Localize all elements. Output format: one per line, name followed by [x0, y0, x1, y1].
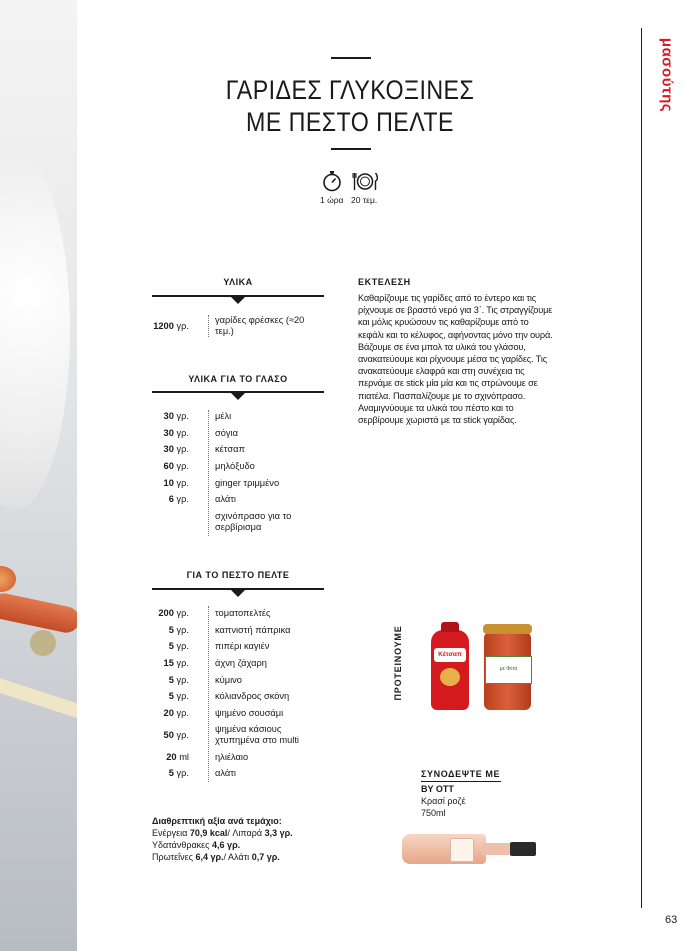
- jar-product-image: [483, 624, 532, 710]
- dotted-divider: [208, 606, 209, 782]
- skewer-image: [0, 673, 77, 720]
- ingredient-row: [152, 315, 324, 339]
- glaze-heading: ΥΛΙΚΑ ΓΙΑ ΤΟ ΓΛΑΣΟ: [188, 374, 288, 384]
- ketchup-product-image: [431, 622, 469, 710]
- pairing-rule: [421, 781, 501, 782]
- plate-image: [0, 150, 70, 510]
- ingredient-name: πιπέρι καγιέν: [215, 641, 270, 651]
- ingredient-qty: 200 γρ.: [158, 608, 189, 618]
- ingredient-name: σχινόπρασο για το σερβίρισμα: [215, 511, 292, 532]
- right-divider: [641, 28, 642, 908]
- title-bottom-rule: [331, 148, 371, 150]
- section-arrow: [230, 589, 246, 597]
- execution-text: Καθαρίζουμε τις γαρίδες από το έντερο και τις ρίχνουμε σε βραστό νερό για 3΄. Τις στραγγίζουμε και μόλις κρυώσουν τις καθαρίζουμε από το κεφάλι και το κέλυφος, αφήνοντας μόνο την ουρά. Βάζουμε σε ένα μπολ τα υλικά του γλάσου, ανακατεύουμε και ρίχνουμε μέσα τις γαρίδες. Τις ανακατεύουμε ελαφρά και στη συνέχεια τις περνάμε σε stick μία μία και τις στρώνουμε σε πιατέλα. Πασπαλίζουμε με το σχινόπρασο. Αναμιγνύουμε τα υλικά του πέστο και το σερβίρουμε χωριστά με τα stick γαρίδας.: [358, 293, 553, 426]
- salt-label: / Αλάτι: [223, 852, 250, 862]
- nutrition-heading: Διαθρεπτική αξία ανά τεμάχιο:: [152, 816, 282, 826]
- ingredient-qty: 30 γρ.: [163, 428, 189, 438]
- ingredient-name: γαρίδες φρέσκες (≈20 τεμ.): [215, 315, 305, 336]
- ingredient-qty: 15 γρ.: [163, 658, 189, 668]
- fat-label: / Λιπαρά: [227, 828, 263, 838]
- servings: 20 τεμ.: [351, 195, 378, 205]
- shrimp-image: [0, 566, 16, 592]
- ingredient-name: κέτσαπ: [215, 444, 245, 454]
- title-top-rule: [331, 57, 371, 59]
- ingredient-name: καπνιστή πάπρικα: [215, 625, 291, 635]
- section-arrow: [230, 296, 246, 304]
- ingredient-name: μηλόξυδο: [215, 461, 255, 471]
- ingredient-name: αλάτι: [215, 494, 236, 504]
- jar-label: με Φέτα: [499, 666, 518, 672]
- ingredient-name: μέλι: [215, 411, 232, 421]
- ingredient-qty: 60 γρ.: [163, 461, 189, 471]
- ketchup-label: Κέτσαπ: [438, 651, 462, 658]
- wine-producer: BY OTT: [421, 784, 454, 794]
- wine-type: Κρασί ροζέ: [421, 796, 466, 806]
- ingredient-qty: 5 γρ.: [168, 641, 189, 651]
- shrimp-image: [0, 591, 77, 635]
- ingredient-name: ginger τριμμένο: [215, 478, 280, 488]
- suggest-label: ΠΡΟΤΕΙΝΟΥΜΕ: [393, 625, 403, 701]
- ingredient-qty: 30 γρ.: [163, 411, 189, 421]
- stopwatch-icon: [322, 170, 342, 192]
- ingredient-name: τοματοπελτές: [215, 608, 271, 618]
- execution-heading: ΕΚΤΕΛΕΣΗ: [358, 277, 411, 287]
- energy-label: Ενέργεια: [152, 828, 188, 838]
- recipe-title-line-2: ΜΕ ΠΕΣΤΟ ΠΕΛΤΕ: [246, 107, 454, 137]
- pesto-row: [152, 724, 324, 748]
- recipe-meta: [318, 170, 408, 210]
- ingredient-qty: 5 γρ.: [168, 691, 189, 701]
- ingredient-name: κύμινο: [215, 675, 242, 685]
- food-photo-strip: [0, 0, 77, 951]
- ingredient-qty: 6 γρ.: [168, 494, 189, 504]
- brand-logo: μασούτης: [658, 37, 676, 113]
- ingredient-name: άχνη ζάχαρη: [215, 658, 267, 668]
- salt-value: 0,7 γρ.: [251, 852, 280, 862]
- ingredient-name: ψημένα κάσιους χτυπημένα στο multi: [215, 724, 299, 745]
- ingredient-name: αλάτι: [215, 768, 236, 778]
- ingredient-qty: 20 ml: [166, 752, 189, 762]
- ingredient-qty: 1200 γρ.: [153, 321, 189, 331]
- wine-bottle-image: [402, 834, 536, 864]
- ingredients-heading: ΥΛΙΚΑ: [223, 277, 253, 287]
- protein-label: Πρωτεΐνες: [152, 852, 193, 862]
- ingredient-name: ψημένο σουσάμι: [215, 708, 284, 718]
- ingredient-qty: 20 γρ.: [163, 708, 189, 718]
- ingredient-qty: 5 γρ.: [168, 675, 189, 685]
- ingredient-name: κόλιανδρος σκόνη: [215, 691, 290, 701]
- section-arrow: [230, 392, 246, 400]
- fat-value: 3,3 γρ.: [264, 828, 293, 838]
- recipe-title-line-1: ΓΑΡΙΔΕΣ ΓΛΥΚΟΞΙΝΕΣ: [225, 75, 475, 105]
- plate-cutlery-icon: [352, 170, 378, 192]
- ingredient-qty: 50 γρ.: [163, 730, 189, 740]
- dotted-divider: [208, 410, 209, 536]
- carbs-label: Υδατάνθρακες: [152, 840, 210, 850]
- ingredient-name: ηλιέλαιο: [215, 752, 249, 762]
- protein-value: 6,4 γρ.: [195, 852, 224, 862]
- carbs-value: 4,6 γρ.: [212, 840, 241, 850]
- ingredient-qty: 30 γρ.: [163, 444, 189, 454]
- ingredient-qty: 5 γρ.: [168, 768, 189, 778]
- pairing-heading: ΣΥΝΟΔΕΨΤΕ ΜΕ: [421, 769, 501, 779]
- wine-volume: 750ml: [421, 808, 446, 818]
- pesto-heading: ΓΙΑ ΤΟ ΠΕΣΤΟ ΠΕΛΤΕ: [186, 570, 290, 580]
- energy-value: 70,9 kcal: [189, 828, 228, 838]
- ingredient-name: σόγια: [215, 428, 238, 438]
- ingredient-qty: 5 γρ.: [168, 625, 189, 635]
- nutrition-info: [152, 815, 352, 863]
- page-number: 63: [665, 914, 678, 926]
- herb-image: [30, 630, 56, 656]
- ingredient-qty: 10 γρ.: [163, 478, 189, 488]
- prep-time: 1 ώρα: [320, 195, 344, 205]
